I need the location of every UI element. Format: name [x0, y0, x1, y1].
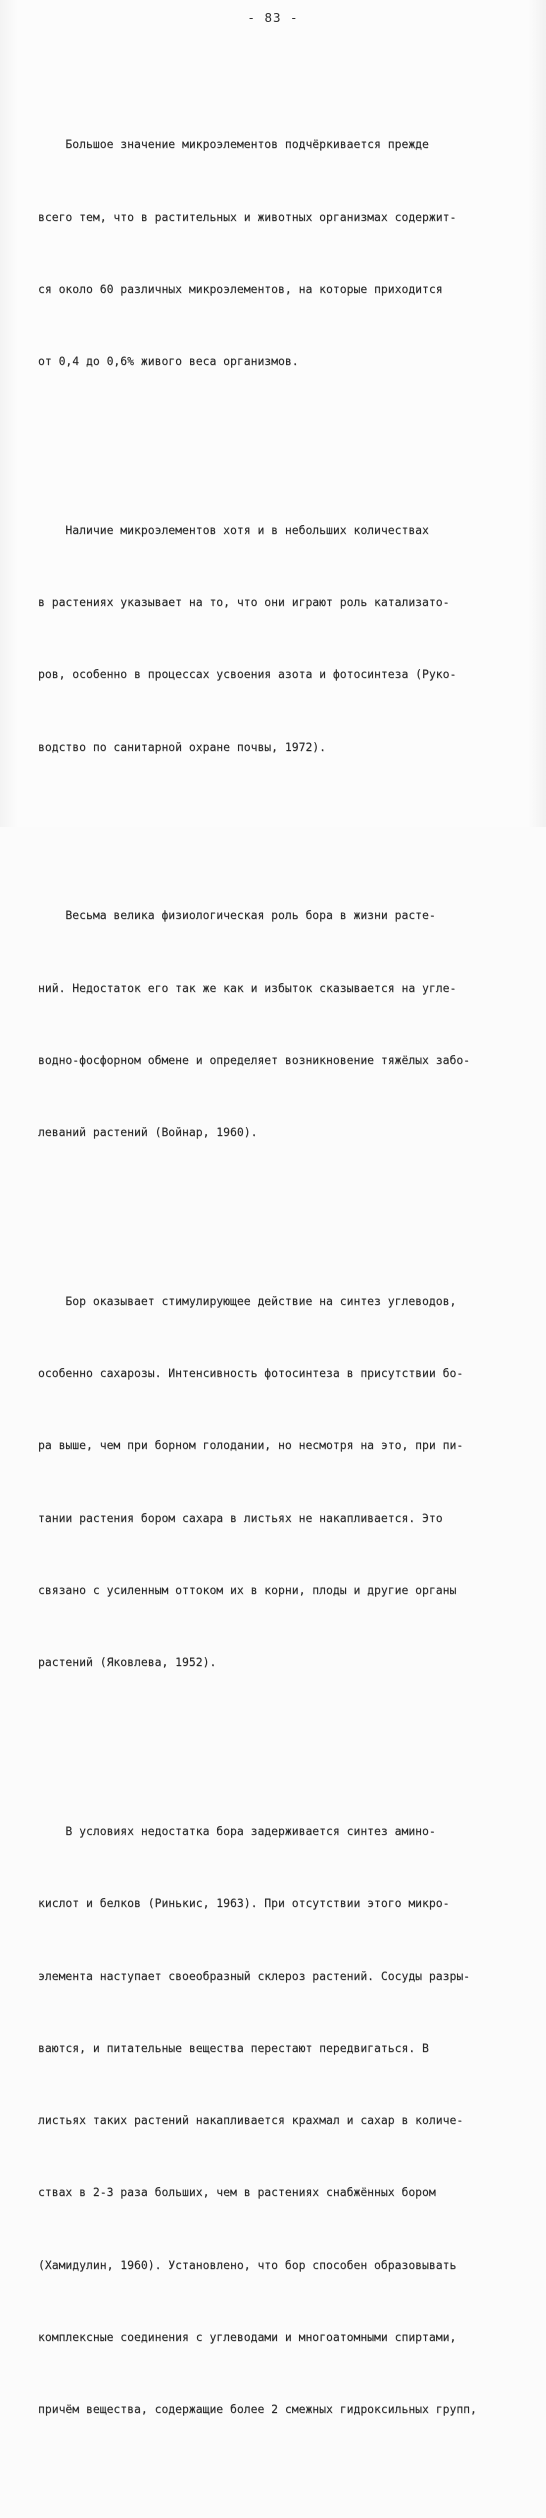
text-line: Весьма велика физиологическая роль бора в жизни расте- — [38, 908, 436, 923]
text-line: Бор оказывает стимулирующее действие на синтез углеводов, — [38, 1293, 457, 1308]
paragraph-boron-physiology — [38, 855, 504, 1192]
text-line: элемента наступает своеобразный склероз растений. Сосуды разры- — [38, 1968, 471, 1983]
paragraph-microelements-importance — [38, 84, 504, 421]
text-line: водство по санитарной охране почвы, 1972). — [38, 739, 327, 754]
text-line: ся около 60 различных микроэлементов, на которые приходится — [38, 281, 443, 296]
text-line: водно-фосфорном обмене и определяет возникновение тяжёлых забо- — [38, 1052, 471, 1067]
paragraph-catalyst-role — [38, 470, 504, 807]
text-line: кислот и белков (Ринькис, 1963). При отсутствии этого микро- — [38, 1896, 450, 1911]
text-line: ваются, и питательные вещества перестают передвигаться. В — [38, 2040, 429, 2055]
text-line: от 0,4 до 0,6% живого веса организмов. — [38, 354, 299, 369]
text-line: всего тем, что в растительных и животных организмах содержит- — [38, 209, 457, 224]
text-line: Наличие микроэлементов хотя и в небольших количествах — [38, 522, 429, 537]
page-number: - 83 - — [247, 10, 299, 25]
text-line: тании растения бором сахара в листьях не накапливается. Это — [38, 1510, 443, 1525]
text-line: (Хамидулин, 1960). Установлено, что бор способен образовывать — [38, 2257, 457, 2272]
text-line: ра выше, чем при борном голодании, но несмотря на это, при пи- — [38, 1438, 464, 1453]
text-line: растений (Яковлева, 1952). — [38, 1655, 217, 1670]
text-line: ствах в 2-3 раза больших, чем в растениях снабжённых бором — [38, 2185, 436, 2200]
text-line: листьях таких растений накапливается крахмал и сахар в количе- — [38, 2113, 464, 2128]
text-line: в растениях указывает на то, что они играют роль катализато- — [38, 595, 450, 610]
text-line: Большое значение микроэлементов подчёркивается прежде — [38, 137, 429, 152]
text-line: ров, особенно в процессах усвоения азота и фотосинтеза (Руко- — [38, 667, 457, 682]
text-line: В условиях недостатка бора задерживается синтез амино- — [38, 1823, 436, 1838]
paragraph-carbohydrate-synthesis — [38, 1241, 504, 1723]
text-line: леваний растений (Войнар, 1960). — [38, 1125, 258, 1140]
text-line: связано с усиленным оттоком их в корни, плоды и другие органы — [38, 1583, 457, 1597]
text-line: ний. Недостаток его так же как и избыток сказывается на угле- — [38, 980, 457, 995]
text-line: особенно сахарозы. Интенсивность фотосинтеза в присутствии бо- — [38, 1366, 464, 1381]
text-line: причём вещества, содержащие более 2 смежных гидроксильных групп, — [38, 2402, 477, 2417]
paragraph-boron-deficiency — [38, 1771, 504, 2470]
text-line: комплексные соединения с углеводами и многоатомными спиртами, — [38, 2329, 457, 2344]
body-text — [38, 36, 504, 2518]
